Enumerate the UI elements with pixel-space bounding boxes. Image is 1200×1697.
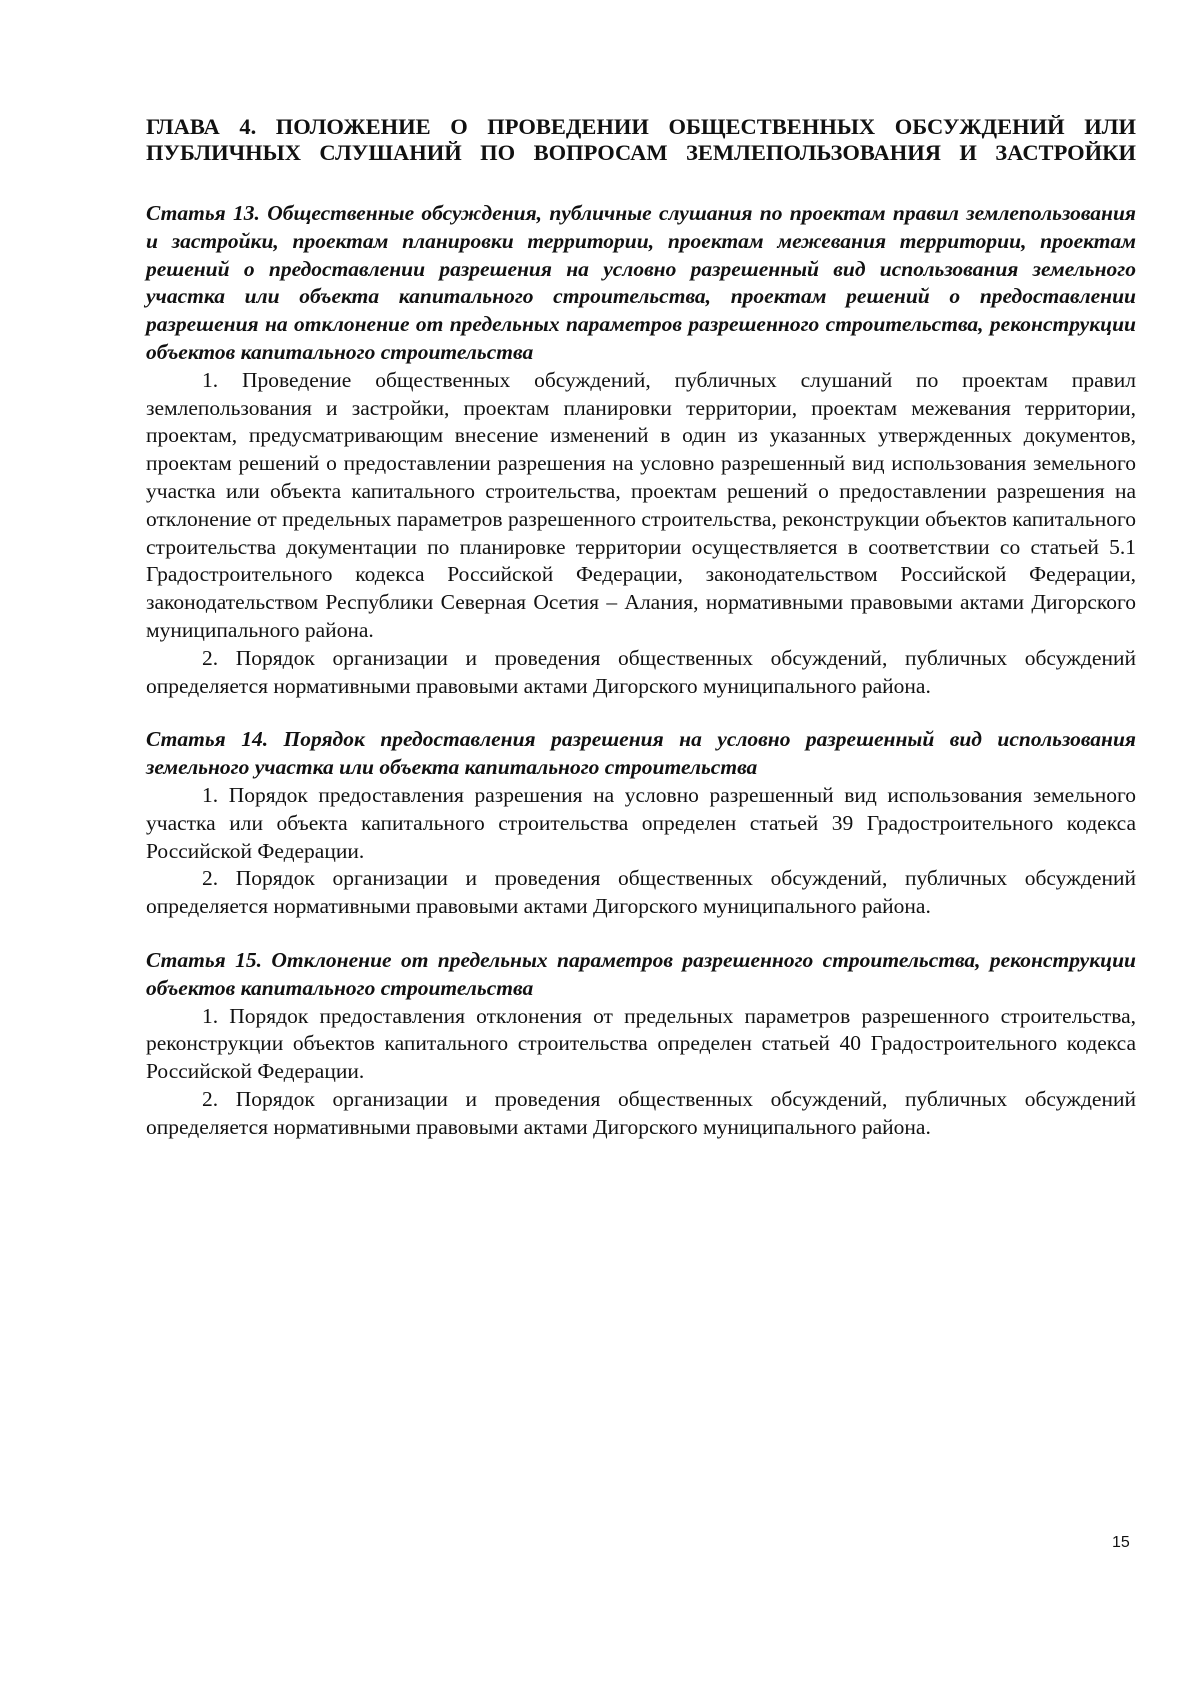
article-14 (146, 726, 1136, 921)
article-paragraph: 1. Проведение общественных обсуждений, публичных слушаний по проектам правил землепользования и застройки, проектам планировки территории, проектам межевания территории, проектам, предусматривающим внесение изменений в один из указанных утвержденных документов, проектам решений о предоставлении разрешения на условно разрешенный вид использования земельного участка или объекта капитального строительства, проектам решений о предоставлении разрешения на отклонение от предельных параметров разрешенного строительства, реконструкции объектов капитального строительства документации по планировке территории осуществляется в соответствии со статьей 5.1 Градостроительного кодекса Российской Федерации, законодательством Российской Федерации, законодательством Республики Северная Осетия – Алания, нормативными правовыми актами Дигорского муниципального района. (146, 367, 1136, 642)
article-paragraph: 1. Порядок предоставления отклонения от предельных параметров разрешенного строительства, реконструкции объектов капитального строительства определен статьей 40 Градостроительного кодекса Российской Федерации. (146, 1003, 1136, 1084)
page-number: 15 (1112, 1534, 1130, 1551)
article-heading: Статья 13. Общественные обсуждения, публичные слушания по проектам правил землепользования и застройки, проектам планировки территории, проектам межевания территории, проектам решений о предоставлении разрешения на условно разрешенный вид использования земельного участка или объекта капитального строительства, проектам решений о предоставлении разрешения на отклонение от предельных параметров разрешенного строительства, реконструкции объектов капитального строительства (146, 201, 1136, 364)
chapter-title: ГЛАВА 4. ПОЛОЖЕНИЕ О ПРОВЕДЕНИИ ОБЩЕСТВЕННЫХ ОБСУЖДЕНИЙ ИЛИ ПУБЛИЧНЫХ СЛУШАНИЙ ПО ВОПРОСАМ ЗЕМЛЕПОЛЬЗОВАНИЯ И ЗАСТРОЙКИ (146, 114, 1136, 165)
article-paragraph: 2. Порядок организации и проведения общественных обсуждений, публичных обсуждений определяется нормативными правовыми актами Дигорского муниципального района. (146, 645, 1136, 698)
article-13 (146, 200, 1136, 700)
article-heading: Статья 15. Отклонение от предельных параметров разрешенного строительства, реконструкции объектов капитального строительства (146, 947, 1136, 1000)
article-paragraph: 2. Порядок организации и проведения общественных обсуждений, публичных обсуждений определяется нормативными правовыми актами Дигорского муниципального района. (146, 1086, 1136, 1139)
article-15 (146, 947, 1136, 1142)
article-paragraph: 2. Порядок организации и проведения общественных обсуждений, публичных обсуждений определяется нормативными правовыми актами Дигорского муниципального района. (146, 866, 1136, 919)
article-paragraph: 1. Порядок предоставления разрешения на условно разрешенный вид использования земельного участка или объекта капитального строительства определен статьей 39 Градостроительного кодекса Российской Федерации. (146, 782, 1136, 863)
document-page (146, 114, 1136, 1168)
article-heading: Статья 14. Порядок предоставления разрешения на условно разрешенный вид использования земельного участка или объекта капитального строительства (146, 727, 1136, 780)
